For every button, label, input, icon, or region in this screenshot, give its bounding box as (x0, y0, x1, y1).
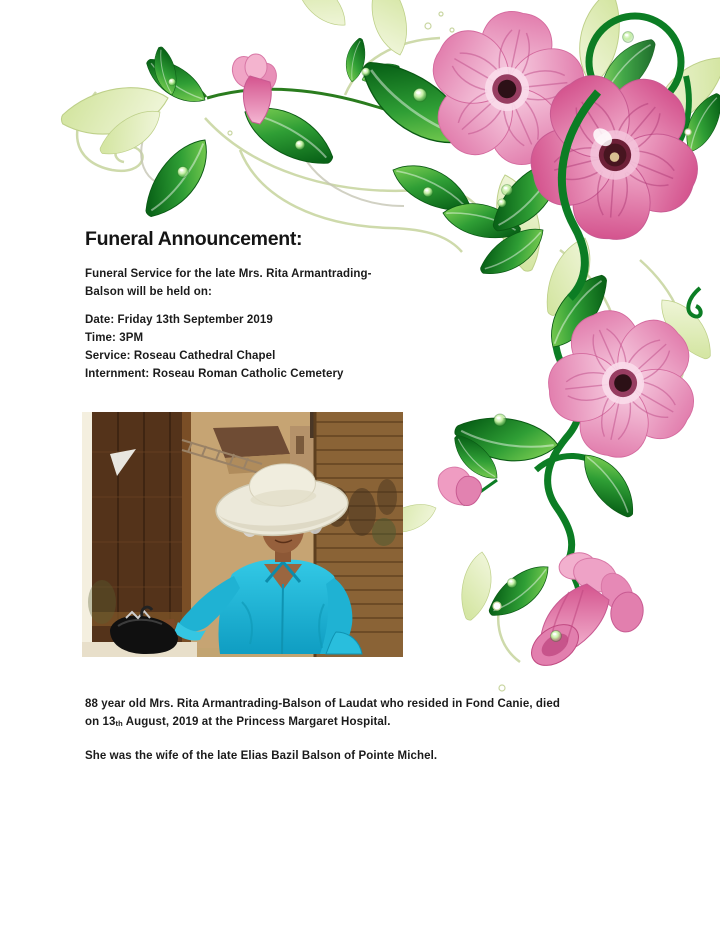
detail-service: Service: Roseau Cathedral Chapel (85, 350, 276, 362)
obituary-paragraph (85, 696, 560, 732)
detail-date: Date: Friday 13th September 2019 (85, 314, 273, 326)
pink-flower-right (519, 282, 720, 489)
detail-internment: Internment: Roseau Roman Catholic Cemetery (85, 368, 344, 380)
pink-bud (434, 458, 493, 518)
pink-flower-top (407, 0, 606, 188)
ordinal-suffix: th (115, 718, 123, 728)
portrait-photo-art (82, 412, 403, 657)
service-details (85, 311, 344, 383)
bottom-trumpet-flower (524, 550, 646, 674)
vine-stems (463, 16, 701, 600)
portrait-photo (82, 412, 403, 657)
obituary-paragraph-2: She was the wife of the late Elias Bazil Balson of Pointe Michel. (85, 750, 438, 762)
intro-paragraph (85, 265, 372, 301)
detail-time: Time: 3PM (85, 332, 144, 344)
obituary-line-2 (85, 714, 560, 733)
intro-line-2: Balson will be held on: (85, 286, 212, 298)
obituary-line-1: 88 year old Mrs. Rita Armantrading-Balson of Laudat who resided in Fond Canie, died (85, 698, 560, 710)
intro-line-1: Funeral Service for the late Mrs. Rita Armantrading- (85, 268, 372, 280)
pink-flower-upper-right (486, 32, 720, 284)
obituary-text-fragment: August, 2019 at the Princess Margaret Hospital. (122, 715, 391, 728)
page-title: Funeral Announcement: (85, 228, 303, 250)
obituary-text-fragment: on 13 (85, 715, 116, 728)
small-trumpet-flower (227, 52, 280, 124)
vine-front (562, 92, 598, 298)
